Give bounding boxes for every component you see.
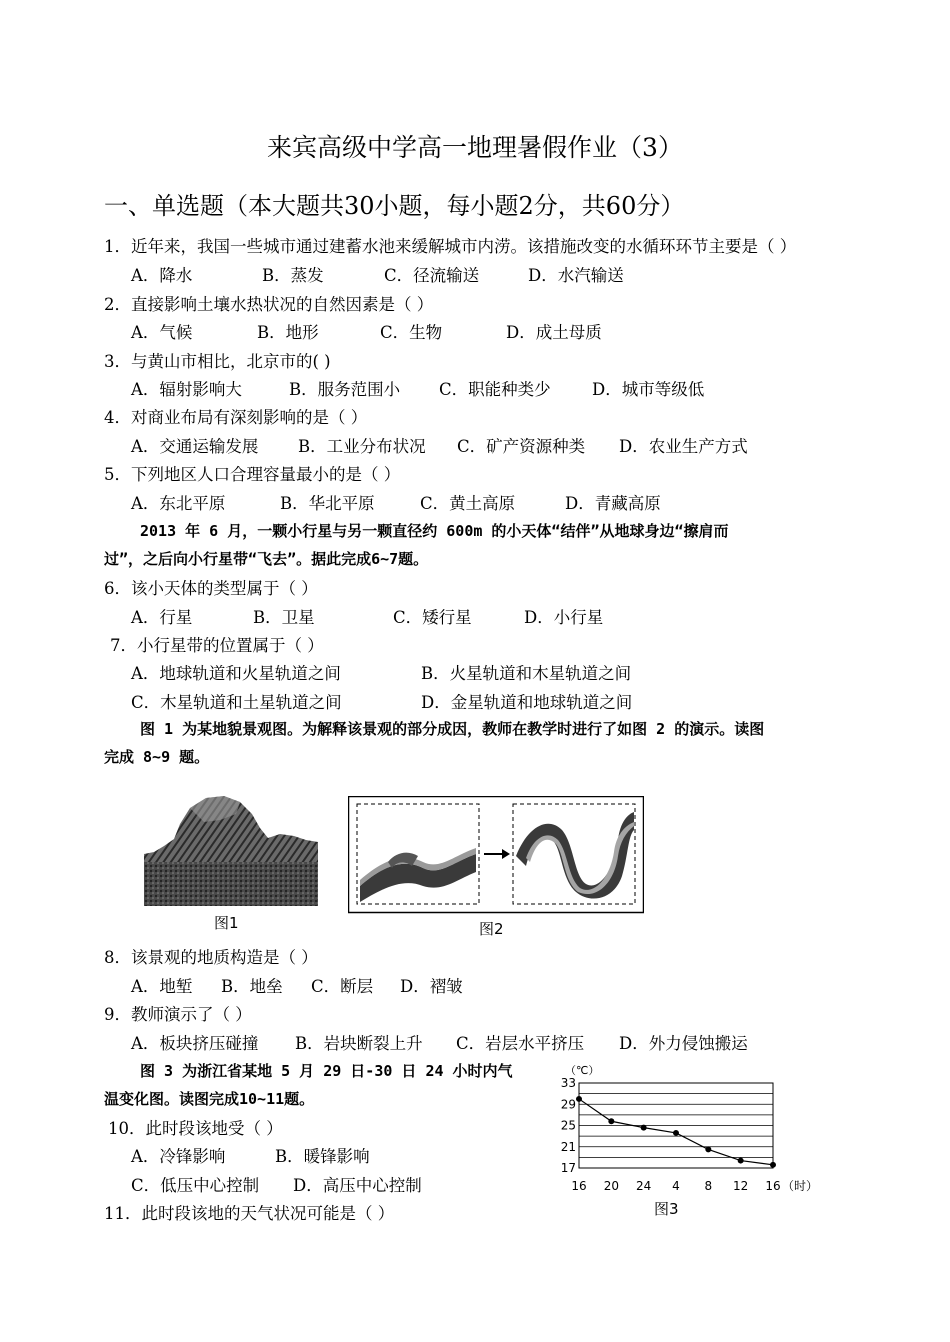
chart-ytick-label: 29 [560, 1097, 576, 1112]
chart-data-point [641, 1125, 647, 1131]
question-10-stem: 10．此时段该地受（ ） [108, 1119, 283, 1138]
chart-xtick-label: 20 [603, 1179, 619, 1193]
chart-xtick-label: 16 [765, 1179, 781, 1193]
chart-data-point [673, 1130, 679, 1136]
chart-xlabel: （时） [782, 1179, 819, 1193]
question-2-option-a: A．气候 [131, 323, 193, 342]
question-7-stem: 7．小行星带的位置属于（ ） [110, 636, 324, 655]
intro-10-11-line-2: 温变化图。读图完成10~11题。 [104, 1090, 315, 1108]
question-9-stem: 9．教师演示了（ ） [104, 1005, 252, 1024]
figure-1-landform-photo [144, 794, 318, 906]
chart-xtick-label: 16 [571, 1179, 587, 1193]
chart-xtick-label: 12 [733, 1179, 749, 1193]
question-3-option-c: C．职能种类少 [439, 380, 551, 399]
question-10-option-c: C．低压中心控制 [131, 1176, 260, 1195]
question-4-option-b: B．工业分布状况 [298, 437, 426, 456]
chart-data-point [738, 1158, 744, 1164]
question-5-option-a: A．东北平原 [131, 494, 226, 513]
intro-6-7-line-1: 2013 年 6 月，一颗小行星与另一颗直径约 600m 的小天体“结伴”从地球身边“擦肩而 [140, 522, 729, 540]
question-1-stem: 1．近年来，我国一些城市通过建蓄水池来缓解城市内涝。该措施改变的水循环环节主要是（ ） [104, 237, 797, 256]
question-5-option-d: D．青藏高原 [565, 494, 661, 513]
question-2-stem: 2．直接影响土壤水热状况的自然因素是（ ） [104, 295, 434, 314]
question-8-option-a: A．地堑 [131, 977, 193, 996]
question-5-option-b: B．华北平原 [280, 494, 375, 513]
question-1-option-d: D．水汽输送 [528, 266, 624, 285]
question-4-option-a: A．交通运输发展 [131, 437, 259, 456]
figure-2-label: 图2 [479, 920, 504, 938]
intro-8-9-line-2: 完成 8~9 题。 [104, 748, 210, 766]
question-5-option-c: C．黄土高原 [420, 494, 516, 513]
question-3-option-b: B．服务范围小 [289, 380, 401, 399]
question-1-option-a: A．降水 [131, 266, 193, 285]
question-7-option-b: B．火星轨道和木星轨道之间 [421, 664, 632, 683]
question-4-stem: 4．对商业布局有深刻影响的是（ ） [104, 408, 368, 427]
chart-data-point [705, 1146, 711, 1152]
question-9-option-c: C．岩层水平挤压 [456, 1034, 585, 1053]
chart-data-point [576, 1096, 582, 1102]
chart-xtick-label: 24 [636, 1179, 652, 1193]
question-8-stem: 8．该景观的地质构造是（ ） [104, 948, 318, 967]
question-8-option-c: C．断层 [311, 977, 374, 996]
question-4-option-c: C．矿产资源种类 [457, 437, 586, 456]
question-2-option-b: B．地形 [257, 323, 319, 342]
intro-8-9-line-1: 图 1 为某地貌景观图。为解释该景观的部分成因，教师在教学时进行了如图 2 的演示。读图 [140, 720, 765, 738]
question-3-stem: 3．与黄山市相比，北京市的( ) [104, 352, 331, 371]
question-9-option-a: A．板块挤压碰撞 [131, 1034, 259, 1053]
figure-2-folding-demo [348, 796, 644, 914]
section-heading: 一、单选题（本大题共30小题，每小题2分，共60分） [104, 192, 685, 220]
question-6-option-d: D．小行星 [524, 608, 604, 627]
question-7-option-c: C．木星轨道和土星轨道之间 [131, 693, 342, 712]
chart-ytick-label: 21 [560, 1139, 576, 1154]
question-9-option-b: B．岩块断裂上升 [295, 1034, 423, 1053]
question-2-option-c: C．生物 [380, 323, 443, 342]
question-7-option-a: A．地球轨道和火星轨道之间 [131, 664, 341, 683]
question-8-option-d: D．褶皱 [400, 977, 463, 996]
question-1-option-b: B．蒸发 [262, 266, 324, 285]
question-9-option-d: D．外力侵蚀搬运 [619, 1034, 748, 1053]
question-6-option-b: B．卫星 [253, 608, 315, 627]
question-3-option-a: A．辐射影响大 [131, 380, 242, 399]
chart-ytick-label: 17 [560, 1161, 576, 1175]
chart-xtick-label: 4 [672, 1179, 680, 1193]
chart-ytick-label: 25 [560, 1118, 576, 1133]
figure-3-temperature-chart [556, 1058, 826, 1198]
question-2-option-d: D．成土母质 [506, 323, 602, 342]
figure-1-label: 图1 [214, 914, 239, 932]
question-1-option-c: C．径流输送 [384, 266, 480, 285]
question-5-stem: 5．下列地区人口合理容量最小的是（ ） [104, 465, 401, 484]
question-7-option-d: D．金星轨道和地球轨道之间 [421, 693, 633, 712]
question-3-option-d: D．城市等级低 [592, 380, 705, 399]
question-10-option-b: B．暖锋影响 [275, 1147, 370, 1166]
figure-3-label: 图3 [654, 1200, 679, 1218]
chart-data-point [770, 1162, 776, 1168]
chart-ylabel: （℃） [565, 1064, 600, 1077]
page-title: 来宾高级中学高一地理暑假作业（3） [267, 133, 683, 162]
question-4-option-d: D．农业生产方式 [619, 437, 748, 456]
question-6-stem: 6．该小天体的类型属于（ ） [104, 579, 318, 598]
question-11-stem: 11．此时段该地的天气状况可能是（ ） [104, 1204, 395, 1223]
question-6-option-c: C．矮行星 [393, 608, 472, 627]
chart-ytick-label: 33 [560, 1076, 576, 1090]
question-10-option-a: A．冷锋影响 [131, 1147, 226, 1166]
intro-6-7-line-2: 过”，之后向小行星带“飞去”。据此完成6~7题。 [104, 550, 429, 568]
chart-xtick-label: 8 [704, 1179, 713, 1193]
intro-10-11-line-1: 图 3 为浙江省某地 5 月 29 日-30 日 24 小时内气 [140, 1062, 513, 1080]
question-6-option-a: A．行星 [131, 608, 193, 627]
question-10-option-d: D．高压中心控制 [293, 1176, 422, 1195]
question-8-option-b: B．地垒 [221, 977, 283, 996]
chart-data-point [608, 1118, 614, 1124]
